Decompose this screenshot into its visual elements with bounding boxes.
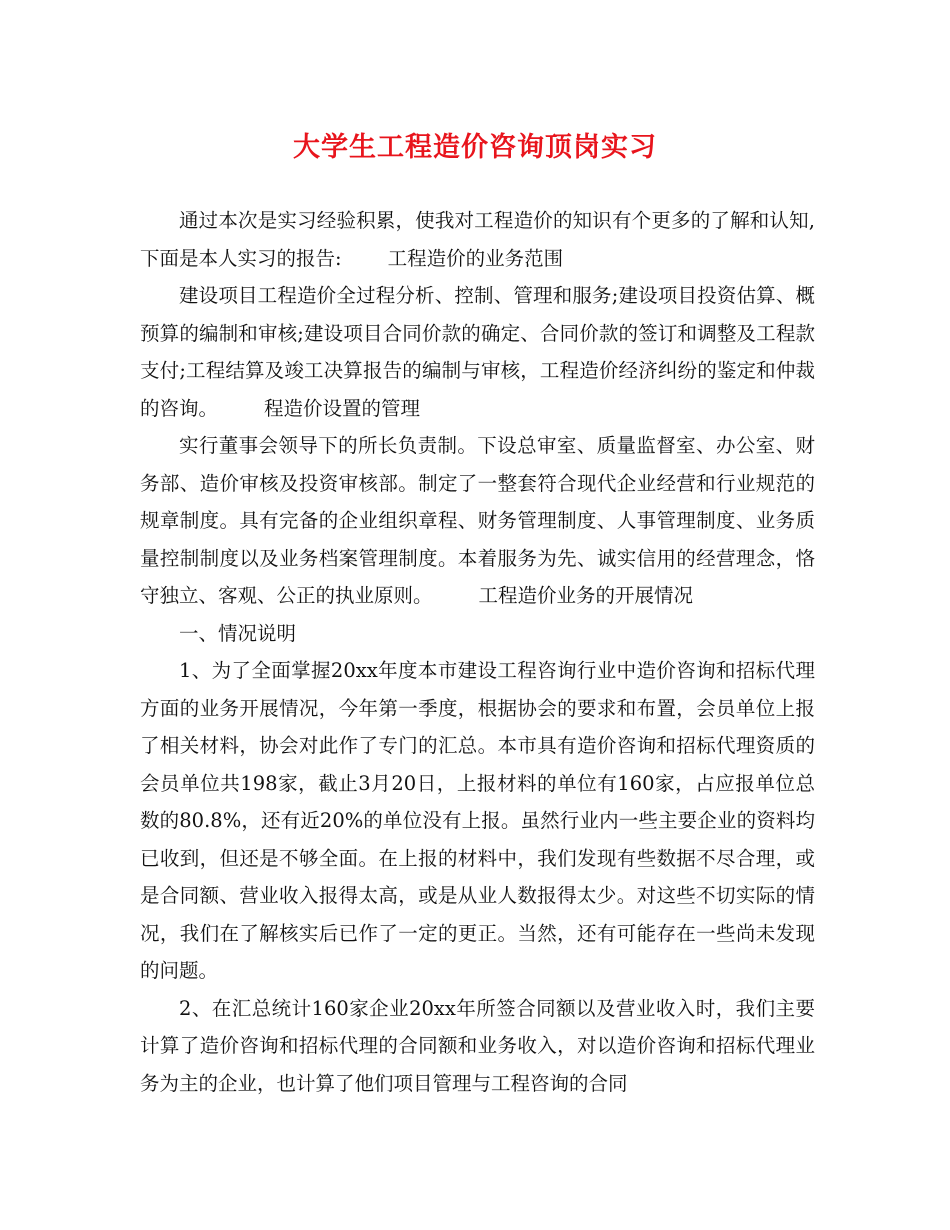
section-heading-business-progress: 工程造价业务的开展情况 <box>478 584 694 607</box>
section-heading-management: 程造价设置的管理 <box>264 396 421 420</box>
section-heading-business-scope: 工程造价的业务范围 <box>387 246 564 270</box>
paragraph-text: 实行董事会领导下的所长负责制。下设总审室、质量监督室、办公室、财务部、造价审核及投资审核部。制定了一整套符合现代企业经营和行业规范的规章制度。具有完备的企业组织章程、财务管理制度、人事管理制度、业务质量控制制度以及业务档案管理制度。本着服务为先、诚实信用的经营理念，恪守独立、客观、公正的执业原则。 <box>140 434 815 607</box>
document-title: 大学生工程造价咨询顶岗实习 <box>293 132 657 163</box>
paragraph-text: 1、为了全面掌握20xx年度本市建设工程咨询行业中造价咨询和招标代理方面的业务开展情况，今年第一季度，根据协会的要求和布置，会员单位上报了相关材料，协会对此作了专门的汇总。本市具有造价咨询和招标代理资质的会员单位共198家，截止3月20日，上报材料的单位有160家，占应报单位总数的80.8%，还有近20%的单位没有上报。虽然行业内一些主要企业的资料均已收到，但还是不够全面。在上报的材料中，我们发现有些数据不尽合理，或是合同额、营业收入报得太高，或是从业人数报得太少。对这些不切实际的情况，我们在了解核实后已作了一定的更正。当然，还有可能存在一些尚未发现的问题。 <box>140 659 815 982</box>
paragraph-item-2 <box>140 990 815 1103</box>
paragraph-text: 2、在汇总统计160家企业20xx年所签合同额以及营业收入时，我们主要计算了造价咨询和招标代理的合同额和业务收入，对以造价咨询和招标代理业务为主的企业，也计算了他们项目管理与工程咨询的合同 <box>140 996 815 1095</box>
paragraph-item-1 <box>140 652 815 990</box>
section-heading-situation <box>140 615 815 653</box>
paragraph-management <box>140 427 815 615</box>
paragraph-text: 通过本次是实习经验积累，使我对工程造价的知识有个更多的了解和认知,下面是本人实习的报告: <box>140 209 815 270</box>
paragraph-business-scope <box>140 277 815 427</box>
document-body <box>140 202 815 1102</box>
paragraph-text: 一、情况说明 <box>179 621 297 645</box>
paragraph-intro <box>140 202 815 277</box>
paragraph-text: 建设项目工程造价全过程分析、控制、管理和服务;建设项目投资估算、概预算的编制和审核;建设项目合同价款的确定、合同价款的签订和调整及工程款支付;工程结算及竣工决算报告的编制与审核，工程造价经济纠纷的鉴定和仲裁的咨询。 <box>140 284 815 420</box>
